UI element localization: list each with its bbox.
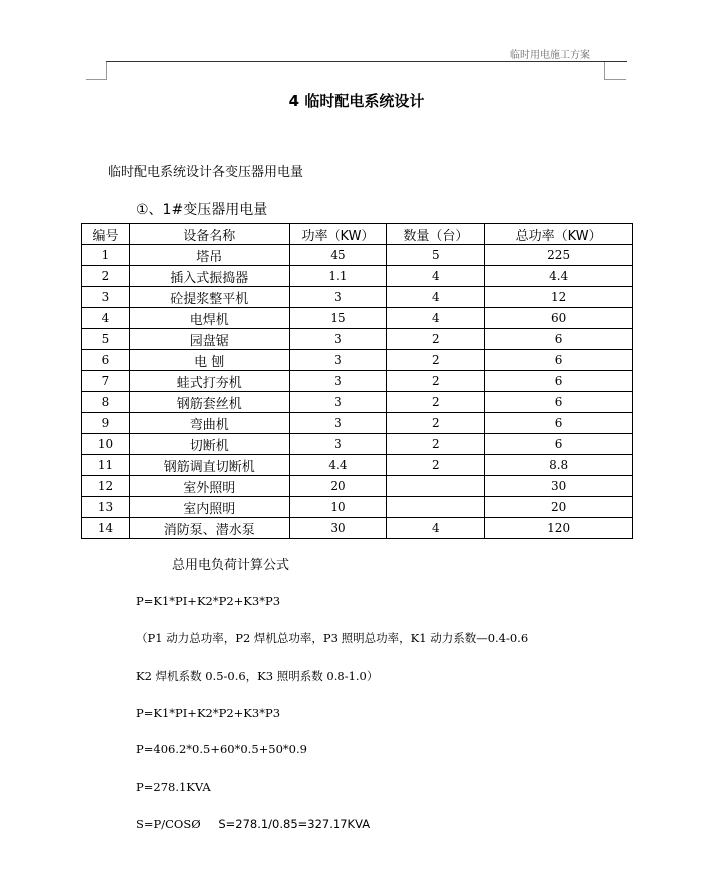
cell-total: 6: [485, 350, 633, 371]
cell-no: 9: [82, 413, 130, 434]
table-row: [82, 476, 633, 497]
cell-power: 4.4: [289, 455, 387, 476]
formula-line-3: K2 焊机系数 0.5-0.6，K3 照明系数 0.8-1.0）: [136, 669, 379, 683]
cell-qty: [387, 497, 485, 518]
cell-no: 6: [82, 350, 130, 371]
cell-total: 8.8: [485, 455, 633, 476]
cell-no: 13: [82, 497, 130, 518]
cell-qty: 2: [387, 413, 485, 434]
cell-power: 3: [289, 392, 387, 413]
cell-power: 3: [289, 287, 387, 308]
cell-total: 20: [485, 497, 633, 518]
col-header-name: 设备名称: [129, 224, 289, 245]
cell-power: 3: [289, 329, 387, 350]
cell-no: 3: [82, 287, 130, 308]
cell-qty: 2: [387, 350, 485, 371]
cell-power: 20: [289, 476, 387, 497]
table-row: [82, 350, 633, 371]
cell-power: 3: [289, 371, 387, 392]
table-row: [82, 392, 633, 413]
cell-name: 弯曲机: [129, 413, 289, 434]
cell-power: 10: [289, 497, 387, 518]
cell-total: 4.4: [485, 266, 633, 287]
cell-qty: [387, 476, 485, 497]
cell-no: 8: [82, 392, 130, 413]
cell-name: 切断机: [129, 434, 289, 455]
cell-total: 6: [485, 434, 633, 455]
cell-qty: 2: [387, 455, 485, 476]
table-header-row: [82, 224, 633, 245]
formula-line-5: P=406.2*0.5+60*0.5+50*0.9: [136, 742, 307, 756]
cell-total: 30: [485, 476, 633, 497]
crop-mark-right: [604, 62, 605, 80]
cell-qty: 2: [387, 371, 485, 392]
col-header-qty: 数量（台）: [387, 224, 485, 245]
cell-power: 3: [289, 350, 387, 371]
table-row: [82, 371, 633, 392]
crop-mark-right-h: [604, 79, 626, 80]
cell-qty: 5: [387, 245, 485, 266]
table-row: [82, 287, 633, 308]
table-row: [82, 455, 633, 476]
cell-total: 6: [485, 392, 633, 413]
cell-qty: 4: [387, 266, 485, 287]
header-rule: [106, 61, 627, 62]
cell-no: 10: [82, 434, 130, 455]
cell-no: 11: [82, 455, 130, 476]
cell-name: 砼提浆整平机: [129, 287, 289, 308]
cell-total: 120: [485, 518, 633, 539]
formula-line-7-b: S=278.1/0.85=327.17KVA: [218, 817, 371, 831]
cell-power: 45: [289, 245, 387, 266]
table-row: [82, 497, 633, 518]
table-row: [82, 518, 633, 539]
table-row: [82, 245, 633, 266]
crop-mark-left: [106, 62, 107, 80]
cell-no: 14: [82, 518, 130, 539]
formula-line-4: P=K1*PI+K2*P2+K3*P3: [136, 706, 281, 720]
cell-power: 30: [289, 518, 387, 539]
formula-heading: 总用电负荷计算公式: [172, 558, 290, 573]
cell-name: 塔吊: [129, 245, 289, 266]
cell-qty: 4: [387, 308, 485, 329]
table-row: [82, 329, 633, 350]
cell-qty: 4: [387, 287, 485, 308]
formula-line-7: [136, 817, 370, 831]
formula-line-7-a: S=P/COSØ: [136, 817, 201, 831]
transformer-heading: ①、1#变压器用电量: [136, 202, 268, 218]
cell-name: 钢筋调直切断机: [129, 455, 289, 476]
cell-no: 12: [82, 476, 130, 497]
cell-qty: 2: [387, 434, 485, 455]
cell-total: 12: [485, 287, 633, 308]
cell-power: 3: [289, 413, 387, 434]
table-row: [82, 434, 633, 455]
cell-qty: 2: [387, 329, 485, 350]
cell-power: 15: [289, 308, 387, 329]
cell-name: 电焊机: [129, 308, 289, 329]
running-header: 临时用电施工方案: [510, 50, 590, 61]
cell-total: 6: [485, 371, 633, 392]
cell-name: 蛙式打夯机: [129, 371, 289, 392]
cell-name: 室外照明: [129, 476, 289, 497]
col-header-power: 功率（KW）: [289, 224, 387, 245]
cell-total: 225: [485, 245, 633, 266]
cell-no: 7: [82, 371, 130, 392]
chapter-title: 4 临时配电系统设计: [288, 92, 425, 110]
col-header-no: 编号: [82, 224, 130, 245]
equipment-power-table: [81, 223, 633, 539]
cell-total: 60: [485, 308, 633, 329]
cell-name: 消防泵、潜水泵: [129, 518, 289, 539]
cell-no: 5: [82, 329, 130, 350]
cell-no: 1: [82, 245, 130, 266]
formula-line-6: P=278.1KVA: [136, 780, 211, 794]
cell-name: 电 刨: [129, 350, 289, 371]
cell-name: 钢筋套丝机: [129, 392, 289, 413]
table-row: [82, 266, 633, 287]
cell-no: 2: [82, 266, 130, 287]
crop-mark-left-h: [86, 79, 106, 80]
cell-name: 插入式振捣器: [129, 266, 289, 287]
cell-name: 园盘锯: [129, 329, 289, 350]
table-row: [82, 413, 633, 434]
formula-line-2: （P1 动力总功率，P2 焊机总功率，P3 照明总功率，K1 动力系数—0.4-0.6: [136, 631, 529, 645]
cell-no: 4: [82, 308, 130, 329]
table-body: [82, 245, 633, 539]
col-header-total: 总功率（KW）: [485, 224, 633, 245]
cell-qty: 2: [387, 392, 485, 413]
cell-total: 6: [485, 329, 633, 350]
cell-power: 3: [289, 434, 387, 455]
cell-qty: 4: [387, 518, 485, 539]
cell-name: 室内照明: [129, 497, 289, 518]
cell-total: 6: [485, 413, 633, 434]
section-subtitle: 临时配电系统设计各变压器用电量: [108, 165, 304, 180]
formula-line-1: P=K1*PI+K2*P2+K3*P3: [136, 594, 281, 608]
cell-power: 1.1: [289, 266, 387, 287]
table-row: [82, 308, 633, 329]
